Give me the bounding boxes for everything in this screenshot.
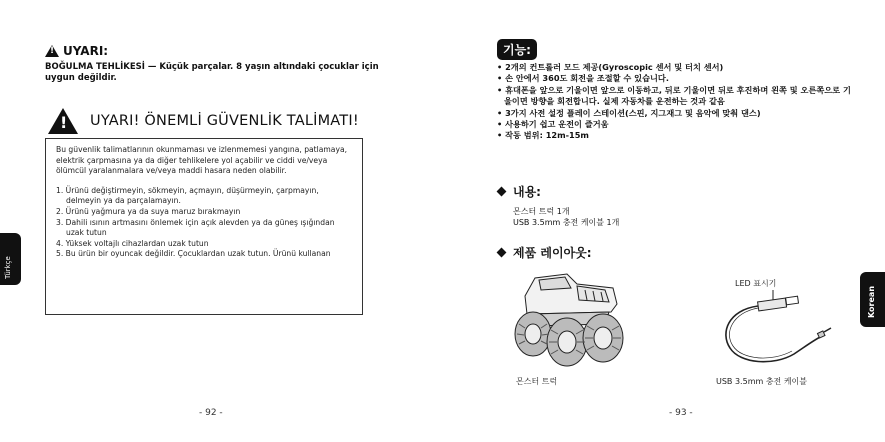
warning-triangle-icon (45, 45, 59, 57)
feature-item: • 손 안에서 360도 회전을 조절할 수 있습니다. (497, 73, 669, 84)
language-tab-label: Korean (867, 285, 876, 318)
language-tab-korean (860, 272, 885, 327)
warning-heading (45, 44, 108, 58)
feature-item: • 사용하기 쉽고 운전이 즐거움 (497, 119, 609, 130)
feature-item: • 휴대폰을 앞으로 기울이면 앞으로 이동하고, 뒤로 기울이면 뒤로 후진하며 왼쪽 및 오른쪽으로 기울이면 방향을 회전합니다. 실제 자동차를 운전하는 것과 같음 (497, 84, 851, 107)
choking-hazard-text: BOĞULMA TEHLİKESİ — Küçük parçalar. 8 yaşın altındaki çocuklar için uygun değildir. (45, 62, 379, 83)
feature-item: • 작동 범위: 12m-15m (497, 130, 589, 141)
layout-heading (498, 244, 592, 261)
diamond-bullet-icon (497, 248, 507, 258)
diamond-bullet-icon (497, 187, 507, 197)
contents-item: 몬스터 트럭 1개 (513, 207, 570, 216)
feature-item: • 3가지 사전 설정 플레이 스테이션(스핀, 지그재그 및 음악에 맞춰 댄스) (497, 107, 761, 118)
safety-item: 5. Bu ürün bir oyuncak değildir. Çocuklardan uzak tutun. Ürünü kullanan (56, 249, 331, 259)
page-number-left: - 92 - (199, 408, 223, 418)
language-tab-turkish (0, 233, 21, 285)
language-tab-label: Türkçe (4, 256, 12, 279)
safety-title: UYARI! ÖNEMLİ GÜVENLİK TALİMATI! (90, 113, 359, 129)
monster-truck-illustration (505, 268, 630, 373)
features-badge: 기능: (497, 39, 537, 60)
features-list (497, 62, 857, 142)
contents-heading (498, 183, 541, 200)
warning-title: UYARI: (63, 44, 109, 58)
safety-item: 4. Yüksek voltajlı cihazlardan uzak tutun (56, 238, 209, 248)
led-indicator-label: LED 표시기 (735, 279, 777, 288)
feature-item: • 2개의 컨트롤러 모드 제공(Gyroscopic 센서 및 터치 센서) (497, 62, 724, 72)
contents-list (513, 206, 619, 228)
safety-item: 3. Dahili ısının artmasını önlemek için açık alevden ya da güneş ışığından uzak tutun (56, 217, 335, 238)
contents-item: USB 3.5mm 충전 케이블 1개 (513, 218, 620, 227)
cable-caption: USB 3.5mm 충전 케이블 (716, 377, 807, 386)
safety-item: 2. Ürünü yağmura ya da suya maruz bırakmayın (56, 206, 241, 216)
contents-title: 내용: (513, 185, 541, 199)
usb-cable-illustration (718, 288, 833, 373)
truck-caption: 몬스터 트럭 (516, 377, 558, 386)
warning-triangle-large-icon (48, 108, 78, 134)
layout-title: 제품 레이아웃: (513, 246, 592, 260)
safety-heading (48, 108, 359, 134)
safety-item: 1. Ürünü değiştirmeyin, sökmeyin, açmayın, düşürmeyin, çarpmayın, delmeyin ya da parçalamayın. (56, 185, 319, 206)
safety-intro: Bu güvenlik talimatlarının okunmaması ve izlenmemesi yangına, patlamaya, elektrik çarpmasına ya da diğer tehlikelere yol açabilir ve ciddi ve/veya ölümcül yaralanmalara ve/veya maddi hasara neden olabilir. (56, 145, 348, 176)
safety-instructions-box (45, 138, 363, 315)
safety-list (56, 186, 352, 260)
page-number-right: - 93 - (669, 408, 693, 418)
